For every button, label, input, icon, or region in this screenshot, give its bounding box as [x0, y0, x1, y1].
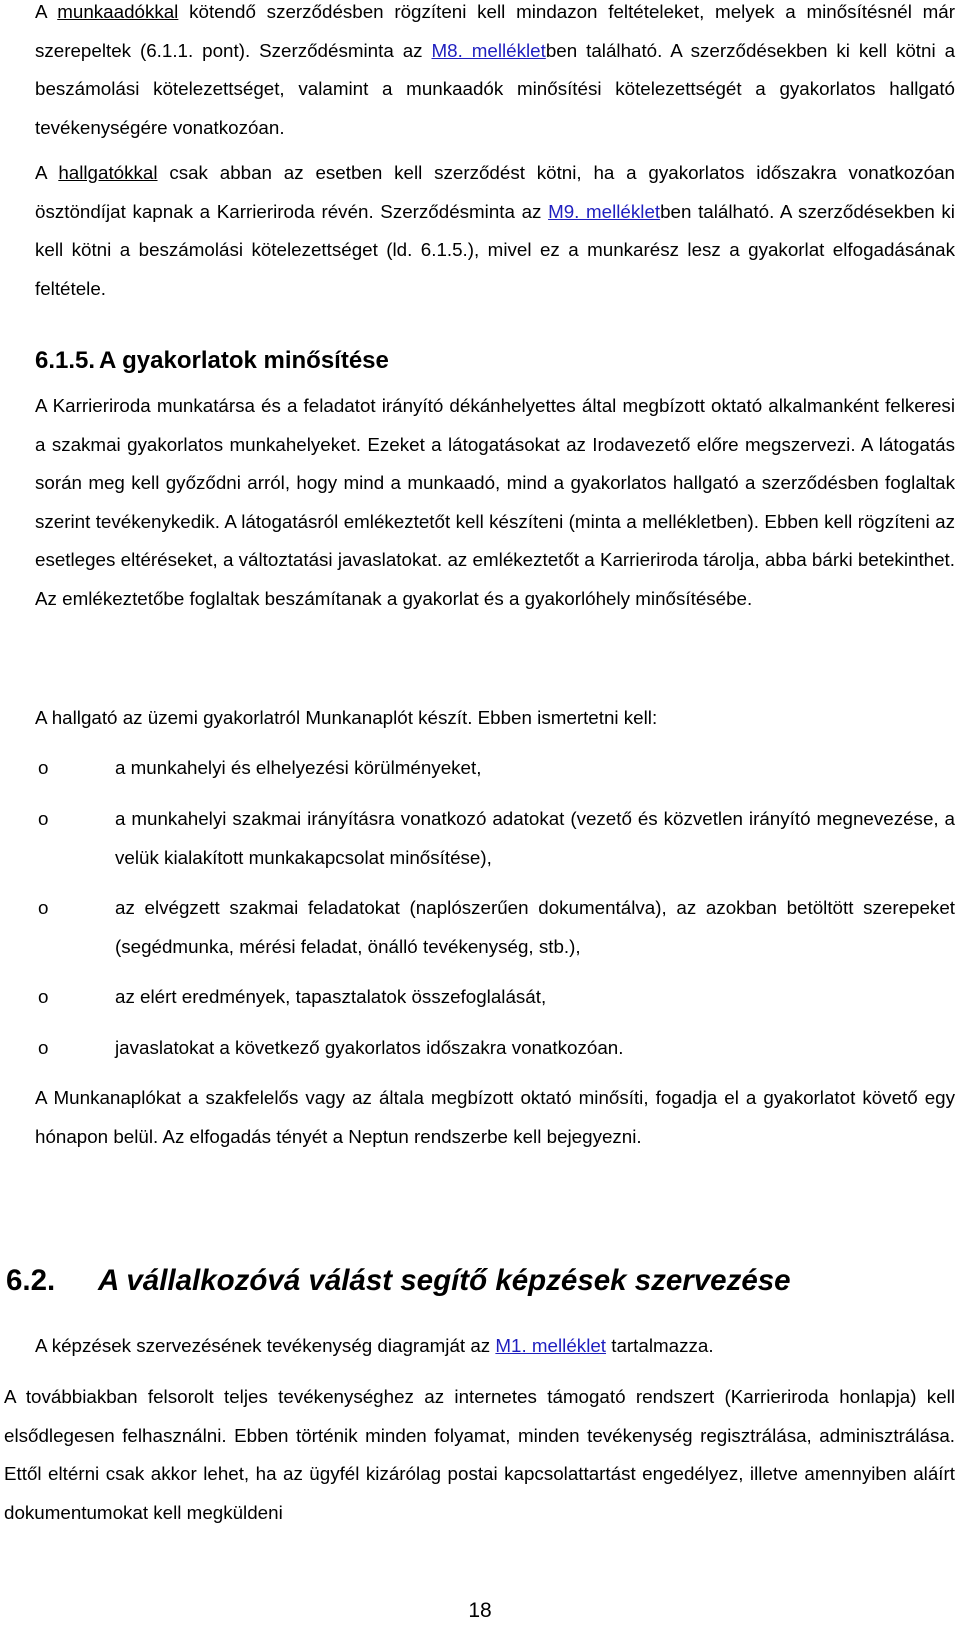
annex-m1-link[interactable]: M1. melléklet — [495, 1335, 607, 1356]
paragraph-worklog-intro: A hallgató az üzemi gyakorlatról Munkanaplót készít. Ebben ismertetni kell: — [35, 707, 658, 728]
annex-m9-link[interactable]: M9. melléklet — [548, 200, 661, 222]
list-bullet: o — [38, 808, 49, 829]
section-number: 6.2. — [6, 1264, 56, 1297]
section-title: A vállalkozóvá válást segítő képzések szervezése — [98, 1264, 791, 1297]
annex-m8-link[interactable]: M8. melléklet — [431, 39, 546, 61]
students-term: hallgatókkal — [58, 162, 158, 183]
paragraph-worklog-approval: A Munkanaplókat a szakfelelős vagy az általa megbízott oktató minősíti, fogadja el a gyakorlatot követő egy hónapon belül. Az elfogadás tényét a Neptun rendszerbe kell bejegyezni. — [35, 1087, 955, 1147]
list-bullet: o — [38, 1037, 49, 1058]
paragraph-visits: A Karrieriroda munkatársa és a feladatot irányító dékánhelyettes által megbízott oktató alkalmanként felkeresi a szakmai gyakorlatos munkahelyeket. Ezeket a látogatásokat az Irodavezető előre megszervezi. A látogatás során meg kell győződni arról, hogy mind a munkaadó, mind a gyakorlatos hallgató a szerződésben foglaltak szerint tevékenykedik. A látogatásról emlékeztetőt kell készíteni (minta a mellékletben). Ebben kell rögzíteni az esetleges eltéréseket, a változtatási javaslatokat. az emlékeztetőt a Karrieriroda tárolja, abba bárki betekinthet. Az emlékeztetőbe foglaltak beszámítanak a gyakorlat és a gyakorlóhely minősítésébe. — [35, 395, 955, 609]
paragraph-employer-contracts: A munkaadókkal kötendő szerződésben rögzíteni kell mindazon feltételeket, melyek a minősítésnél már szerepeltek (6.1.1. pont). Szerződésminta az M8. mellékletben található. A szerződésekben ki kell kötni a beszámolási kötelezettséget, valamint a munkaadók minősítési kötelezettségét a gyakorlatos hallgató tevékenységére vonatkozóan. — [35, 1, 956, 138]
paragraph-student-contracts: A hallgatókkal csak abban az esetben kell szerződést kötni, ha a gyakorlatos időszakra vonatkozóan ösztöndíjat kapnak a Karrieriroda révén. Szerződésminta az M9. mellékletben található. A szerződésekben ki kell kötni a beszámolási kötelezettséget (ld. 6.1.5.), mivel ez a munkarész lesz a gyakorlat elfogadásának feltétele. — [35, 162, 955, 299]
list-bullet: o — [38, 986, 49, 1007]
section-heading-6-2 — [6, 1260, 791, 1302]
section-number: 6.1.5. — [35, 347, 96, 374]
paragraph-online-system: A továbbiakban felsorolt teljes tevékenységhez az internetes támogató rendszert (Karrieriroda honlapja) kell elsődlegesen felhasználni. Ebben történik minden folyamat, minden tevékenység regisztrálása, adminisztrálása. Ettől eltérni csak akkor lehet, ha az ügyfél kizárólag postai kapcsolattartást engedélyez, illetve amennyiben aláírt dokumentumokat kell megküldeni — [4, 1386, 955, 1523]
page-number: 18 — [468, 1599, 492, 1622]
employers-term: munkaadókkal — [57, 1, 179, 22]
list-bullet: o — [38, 757, 49, 778]
paragraph-training-diagram: A képzések szervezésének tevékenység diagramját az M1. melléklet tartalmazza. — [35, 1335, 714, 1356]
section-heading-6-1-5 — [35, 343, 389, 379]
list-bullet: o — [38, 897, 49, 918]
section-title: A gyakorlatok minősítése — [99, 347, 389, 374]
document-page: A munkaadókkal kötendő szerződésben rögzíteni kell mindazon feltételeket, melyek a minősítésnél már szerepeltek (6.1.1. pont). Szerződésminta az M8. mellékletben található. A szerződésekben ki kell kötni a beszámolási kötelezettséget, valamint a munkaadók minősítési kötelezettségét a gyakorlatos hallgató tevékenységére vonatkozóan. A hallgatókkal csak abban az esetben kell szerződést kötni, ha a gyakorlatos időszakra vonatkozóan ösztöndíjat kapnak a Karrieriroda révén. Szerződésminta az M9. mellékletben található. A szerződésekben ki kell kötni a beszámolási kötelezettséget (ld. 6.1.5.), mivel ez a munkarész lesz a gyakorlat elfogadásának feltétele. 6.1.5. A gyakorlatok minősítése A Karrieriroda munkatársa és a feladatot irányító dékánhelyettes által megbízott oktató alkalmanként felkeresi a szakmai gyakorlatos munkahelyeket. Ezeket a látogatásokat az Irodavezető előre megszervezi. A látogatás során meg kell győződni arról, hogy mind a munkaadó, mind a gyakorlatos hallgató a szerződésben foglaltak szerint tevékenykedik. A látogatásról emlékeztetőt kell készíteni (minta a mellékletben). Ebben kell rögzíteni az esetleges eltéréseket, a változtatási javaslatokat. az emlékeztetőt a Karrieriroda tárolja, abba bárki betekinthet. Az emlékeztetőbe foglaltak beszámítanak a gyakorlat és a gyakorlóhely minősítésébe. A hallgató az üzemi gyakorlatról Munkanaplót készít. Ebben ismertetni kell: o a munkahelyi és elhelyezési körülményeket, o a munkahelyi szakmai irányításra vonatkozó adatokat (vezető és közvetlen irányító megnevezése, a velük kialakított munkakapcsolat minősítése), o az elvégzett szakmai feladatokat (naplószerűen dokumentálva), az azokban betöltött szerepeket (segédmunka, mérési feladat, önálló tevékenység, stb.), o az elért eredmények, tapasztalatok összefoglalását, o javaslatokat a következő gyakorlatos időszakra vonatkozóan. A Munkanaplókat a szakfelelős vagy az általa megbízott oktató minősíti, fogadja el a gyakorlatot követő egy hónapon belül. Az elfogadás tényét a Neptun rendszerbe kell bejegyezni. 6.2. A vállalkozóvá válást segítő képzések szervezése A képzések szervezésének tevékenység diagramját az M1. melléklet tartalmazza. A továbbiakban felsorolt teljes tevékenységhez az internetes támogató rendszert (Karrieriroda honlapja) kell elsődlegesen felhasználni. Ebben történik minden folyamat, minden tevékenység regisztrálása, adminisztrálása. Ettől eltérni csak akkor lehet, ha az ügyfél kizárólag postai kapcsolattartást engedélyez, illetve amennyiben aláírt dokumentumokat kell megküldeni 18 — [0, 0, 960, 1632]
